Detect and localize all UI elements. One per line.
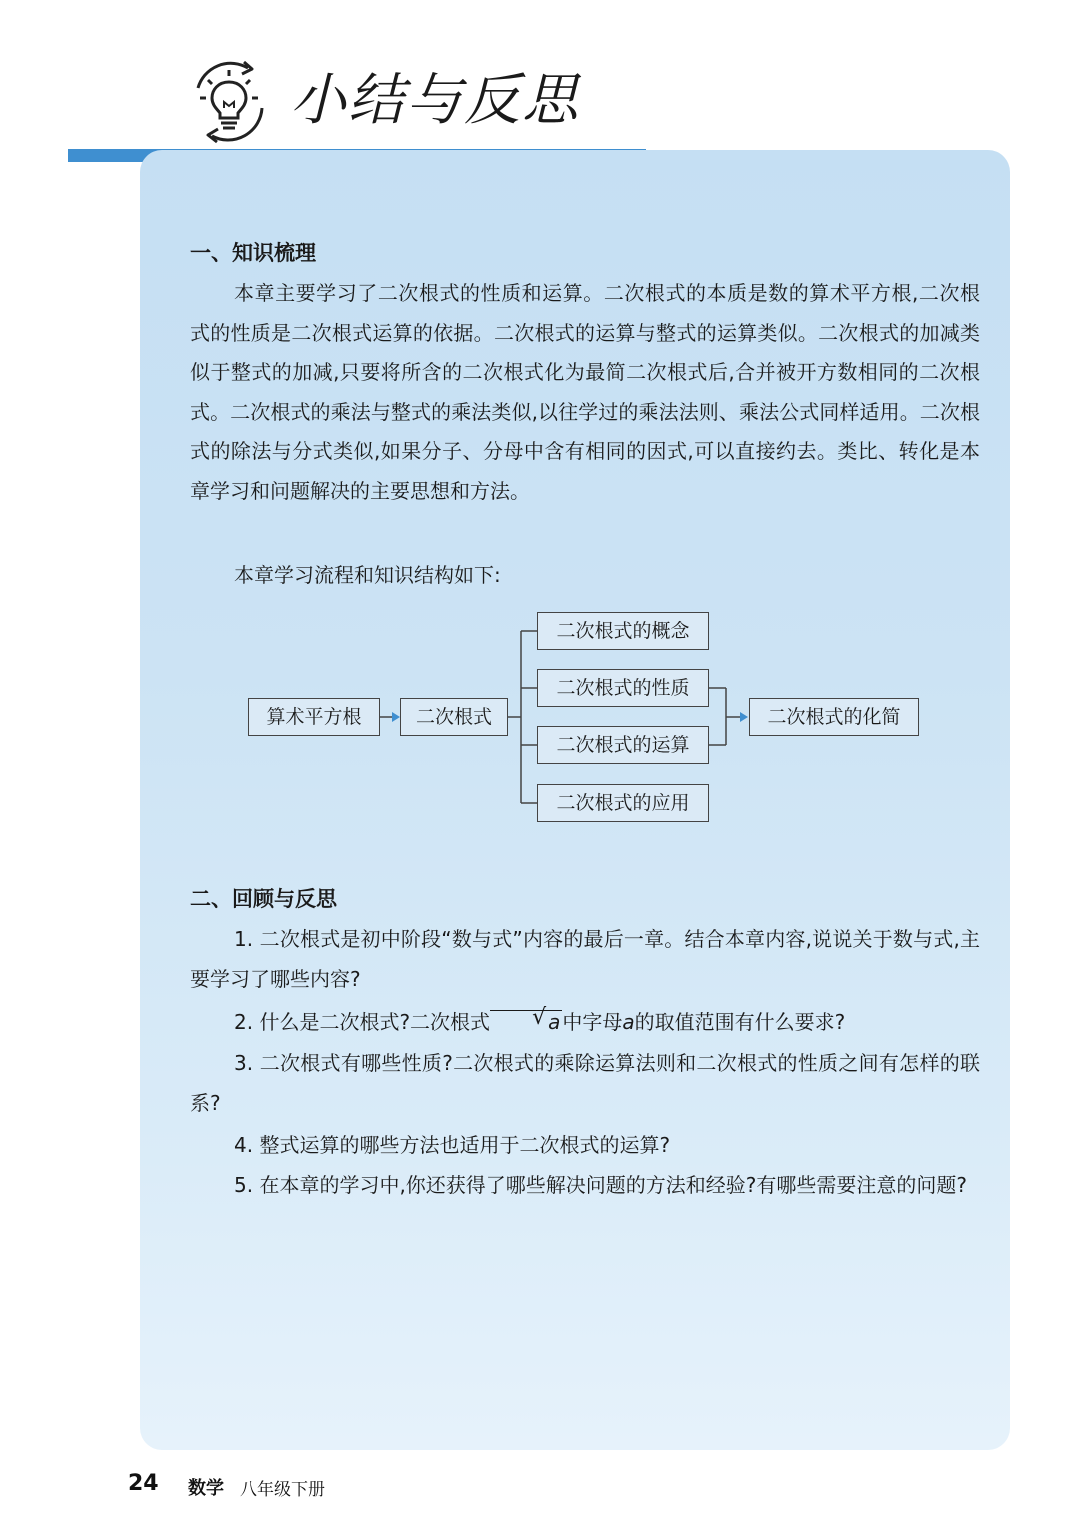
lightbulb-icon — [184, 58, 274, 144]
node-simplification: 二次根式的化简 — [749, 698, 919, 736]
question-3: 3. 二次根式有哪些性质?二次根式的乘除运算法则和二次根式的性质之间有怎样的联系? — [190, 1051, 980, 1115]
node-operation: 二次根式的运算 — [537, 726, 709, 764]
question-5: 5. 在本章的学习中,你还获得了哪些解决问题的方法和经验?有哪些需要注意的问题? — [234, 1173, 968, 1197]
variable-a: a — [622, 1010, 635, 1034]
node-quadratic-radical: 二次根式 — [400, 698, 508, 736]
node-concept: 二次根式的概念 — [537, 612, 709, 650]
section-heading-knowledge: 一、知识梳理 — [190, 241, 316, 265]
question-2 — [190, 1003, 980, 1043]
arrow-head — [392, 712, 400, 722]
diagram-intro: 本章学习流程和知识结构如下: — [234, 563, 501, 587]
question-1: 1. 二次根式是初中阶段“数与式”内容的最后一章。结合本章内容,说说关于数与式,主要学习了哪些内容? — [190, 927, 980, 991]
node-property: 二次根式的性质 — [537, 669, 709, 707]
summary-paragraph: 本章主要学习了二次根式的性质和运算。二次根式的本质是数的算术平方根,二次根式的性质是二次根式运算的依据。二次根式的运算与整式的运算类似。二次根式的加减类似于整式的加减,只要将所含的二次根式化为最简二次根式后,合并被开方数相同的二次根式。二次根式的乘法与整式的乘法类似,以往学过的乘法法则、乘法公式同样适用。二次根式的除法与分式类似,如果分子、分母中含有相同的因式,可以直接约去。类比、转化是本章学习和问题解决的主要思想和方法。 — [190, 281, 980, 503]
knowledge-structure-diagram — [240, 600, 940, 840]
page-title: 小结与反思 — [290, 68, 580, 133]
sqrt-expression: √ a — [490, 1010, 562, 1033]
section-heading-review: 二、回顾与反思 — [190, 887, 337, 911]
node-application: 二次根式的应用 — [537, 784, 709, 822]
node-arithmetic-root: 算术平方根 — [248, 698, 380, 736]
arrow-head — [740, 712, 748, 722]
footer-grade: 八年级下册 — [240, 1480, 325, 1500]
question-2-text: 中字母 — [562, 1010, 623, 1034]
question-2-text: 的取值范围有什么要求? — [634, 1010, 846, 1034]
footer-subject: 数学 — [188, 1478, 224, 1499]
question-2-text: 2. 什么是二次根式?二次根式 — [234, 1010, 491, 1034]
page-number: 24 — [128, 1471, 159, 1496]
question-4: 4. 整式运算的哪些方法也适用于二次根式的运算? — [234, 1133, 671, 1157]
